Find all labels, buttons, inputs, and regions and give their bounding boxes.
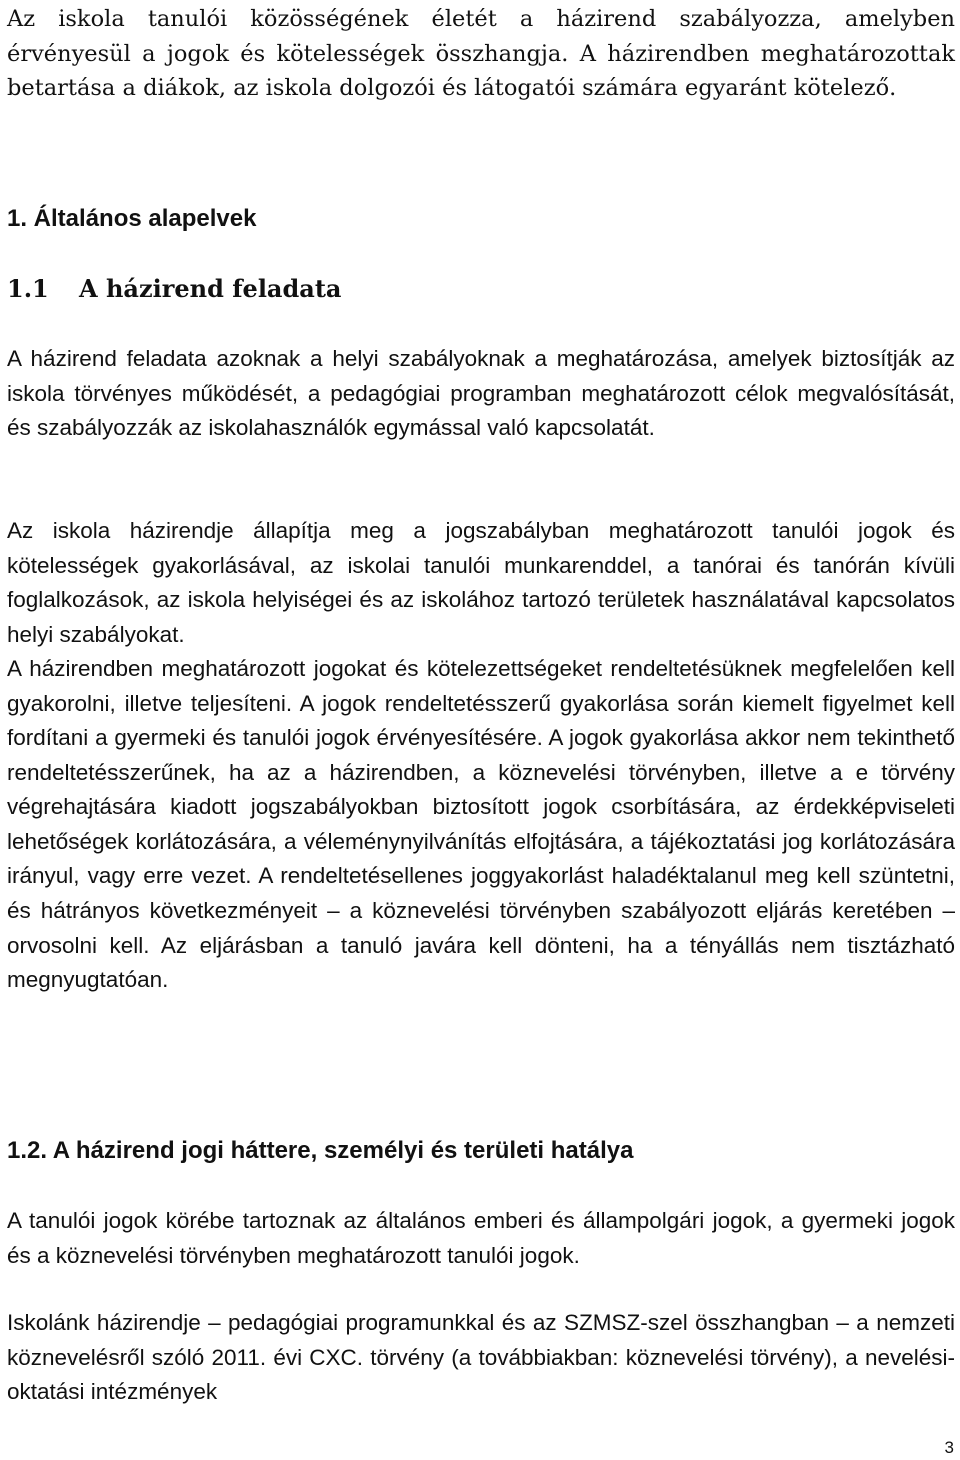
page-number: 3 bbox=[944, 1438, 954, 1457]
house-rules-scope-part-1: Az iskola házirendje állapítja meg a jogszabályban meghatározott tanulói jogok és kötelességek gyakorlásával, az iskolai tanulói munkarenddel, a tanórai és tanórán kívüli foglalkozások, az iskola helyiségei és az iskolához tartozó területek használatával kapcsolatos helyi szabályokat. bbox=[7, 518, 955, 647]
subsection-number: 1.1 bbox=[7, 274, 49, 303]
student-rights-paragraph: A tanulói jogok körébe tartoznak az általános emberi és állampolgári jogok, a gyermeki jogok és a köznevelési törvényben meghatározott tanulói jogok. bbox=[7, 1208, 955, 1268]
subsection-heading-legal-background: 1.2. A házirend jogi háttere, személyi és területi hatálya bbox=[7, 1137, 634, 1164]
school-house-rules-paragraph: Iskolánk házirendje – pedagógiai programunkkal és az SZMSZ-szel összhangban – a nemzeti köznevelésről szóló 2011. évi CXC. törvény (a továbbiakban: köznevelési törvény), a nevelési-oktatási intézmények bbox=[7, 1310, 955, 1405]
house-rules-scope-part-2: A házirendben meghatározott jogokat és kötelezettségeket rendeltetésüknek megfelelően kell gyakorolni, illetve teljesíteni. A jogok rendeltetésszerű gyakorlása során kiemelt figyelmet kell fordítani a gyermeki és tanulói jogok érvényesítésére. A jogok gyakorlása akkor nem tekinthető rendeltetésszerűnek, ha az a házirendben, a köznevelési törvényben, illetve a e törvény végrehajtására kiadott jogszabályokban biztosított jogok csorbítására, az érdekképviseleti lehetőségek korlátozására, a véleménynyilvánítás elfojtására, a tájékoztatási jog korlátozására irányul, vagy erre vezet. A rendeltetésellenes joggyakorlást haladéktalanul meg kell szüntetni, és hátrányos következményeit – a köznevelési törvényben szabályozott eljárás keretében – orvosolni kell. Az eljárásban a tanuló javára kell dönteni, ha a tényállás nem tisztázható megnyugtatóan. bbox=[7, 656, 955, 993]
intro-paragraph: Az iskola tanulói közösségének életét a házirend szabályozza, amelyben érvényesül a jogok és kötelességek összhangja. A házirendben meghatározottak betartása a diákok, az iskola dolgozói és látogatói számára egyaránt kötelező. bbox=[7, 6, 955, 102]
subsection-title: A házirend feladata bbox=[79, 274, 342, 303]
section-heading-general-principles: 1. Általános alapelvek bbox=[7, 205, 257, 232]
house-rules-scope-paragraph bbox=[7, 514, 955, 998]
subsection-heading-house-rules-task bbox=[7, 272, 341, 306]
house-rules-task-paragraph: A házirend feladata azoknak a helyi szabályoknak a meghatározása, amelyek biztosítják az iskola törvényes működését, a pedagógiai programban meghatározott célok megvalósítását, és szabályozzák az iskolahasználók egymással való kapcsolatát. bbox=[7, 346, 955, 441]
